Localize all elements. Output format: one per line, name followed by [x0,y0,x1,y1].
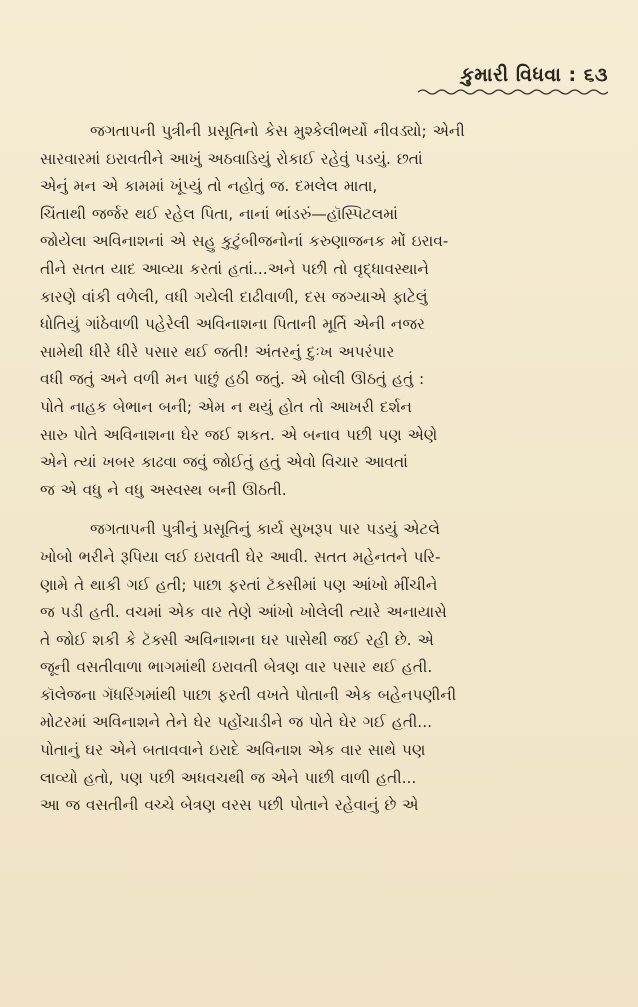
text-line: જગતાપની પુત્રીની પ્રસૂતિનો કેસ મુશ્કેલીભર્યો નીવડ્યો; એની [90,122,465,140]
text-line: વધી જતું અને વળી મન પાછું હઠી જતું. એ બોલી ઊઠતું હતું : [40,370,425,389]
text-line: જ પડી હતી. વચમાં એક વાર તેણે આંખો ખોલેલી ત્યારે અનાયાસે [40,603,447,622]
text-line: પોતાનું ઘર એને બતાવવાને ઇરાદે અવિનાશ એક વાર સાથે પણ [40,741,426,760]
text-line: ચિંતાથી જર્જર થઈ રહેલ પિતા, નાનાં ભાંડરું—હૉસ્પિટલમાં [40,204,398,223]
text-line: તે જોઈ શકી કે ટૅક્સી અવિનાશના ઘર પાસેથી જઈ રહી છે. એ [40,630,434,649]
text-line: જૂની વસતીવાળા ભાગમાંથી ઇરાવતી બેત્રણ વાર પસાર થઈ હતી. [40,658,433,677]
text-line: મોટરમાં અવિનાશને તેને ઘેર પહોંચાડીને જ પોતે ઘેર ગઈ હતી... [40,713,432,732]
body-text [40,118,600,820]
text-line: સારુ પોતે અવિનાશના ઘેર જઈ શકત. એ બનાવ પછી પણ એણે [40,425,438,444]
page-header [418,64,608,96]
running-head: કુમારી વિધવા : ૬૩ [460,64,608,86]
text-line: લાવ્યો હતો, પણ પછી અધવચથી જ એને પાછી વાળી હતી... [40,768,417,787]
text-line: કારણે વાંકી વળેલી, વધી ગયેલી દાઢીવાળી, દસ જગ્યાએ ફાટેલું [40,287,428,306]
paragraph-1 [40,118,600,504]
text-line: પોતે નાહક બેભાન બની; એમ ન થયું હોત તો આખરી દર્શન [40,397,412,416]
text-line: એનું મન એ કામમાં ખૂંપ્યું તો નહોતું જ. દમલેલ માતા, [40,177,378,196]
wavy-underline [418,88,608,96]
text-line: ધોતિયું ગાંઠેવાળી પહેરેલી અવિનાશના પિતાની મૂર્તિ એની નજર [40,315,425,334]
text-line: તીને સતત યાદ આવ્યા કરતાં હતાં...અને પછી તો વૃદ્ધાવસ્થાને [40,259,429,278]
paragraph-2 [40,516,600,820]
text-line: સારવારમાં ઇરાવતીને આખું અઠવાડિયું રોકાઈ રહેવું પડયું. છતાં [40,149,423,168]
text-line: સામેથી ધીરે ધીરે પસાર થઈ જતી! અંતરનું દુઃખ અપરંપાર [40,342,395,361]
text-line: જ એ વધુ ને વધુ અસ્વસ્થ બની ઊઠતી. [40,480,287,499]
text-line: ણામે તે થાકી ગઈ હતી; પાછા ફરતાં ટૅક્સીમાં પણ આંખો મીંચીને [40,575,438,594]
text-line: જગતાપની પુત્રીનું પ્રસૂતિનું કાર્ય સુખરૂપ પાર પડયું એટલે [90,520,440,539]
text-line: એને ત્યાં ખબર કાઢવા જવું જોઈતું હતું એવો વિચાર આવતાં [40,453,408,472]
text-line: ખોબો ભરીને રૂપિયા લઈ ઇરાવતી ઘેર આવી. સતત મહેનતને પરિ- [40,547,441,566]
text-line: કૉલેજના ગૅધરિંગમાંથી પાછા ફરતી વખતે પોતાની એક બહેનપણીની [40,685,457,704]
text-line: જોયેલા અવિનાશનાં એ સહુ કુટુંબીજનોનાં કરુણાજનક મોં ઇરાવ- [40,232,449,251]
text-line: આ જ વસતીની વચ્ચે બેત્રણ વરસ પછી પોતાને રહેવાનું છે એ [40,796,419,815]
